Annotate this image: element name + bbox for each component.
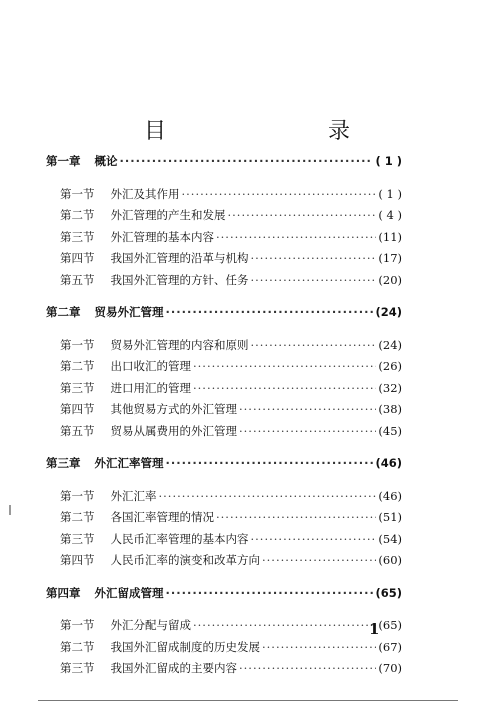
section-entry[interactable] [46,660,402,682]
section-entry[interactable] [46,509,402,531]
chapter-number: 第一章 [46,154,81,168]
section-number: 第三节 [60,661,95,675]
chapter-title: 外汇留成管理 [94,585,164,600]
chapter-entry[interactable] [46,455,402,477]
leader-dots [239,402,376,416]
section-entry[interactable] [46,337,402,359]
chapter-title: 概论 [94,154,118,168]
page-ref: (45) [378,423,402,438]
section-title: 外汇汇率 [110,488,157,503]
section-title: 各国汇率管理的情况 [110,510,214,524]
leader-dots [193,381,376,395]
section-number: 第一节 [60,488,95,503]
section-title: 其他贸易方式的外汇管理 [110,402,237,416]
leader-dots [251,532,377,546]
section-title: 出口收汇的管理 [110,359,191,373]
chapter-entry[interactable] [46,585,402,607]
section-title: 贸易外汇管理的内容和原则 [110,337,249,352]
leader-dots [262,640,376,654]
page-ref: (70) [378,661,402,675]
leader-dots [216,230,376,244]
leader-dots [166,586,374,600]
page-ref: (11) [378,229,402,244]
section-number: 第二节 [60,208,95,222]
section-number: 第五节 [60,272,95,287]
leader-dots [262,553,376,567]
section-number: 第五节 [60,423,95,438]
page-ref: (67) [378,639,402,654]
page-ref: ( 1 ) [378,186,402,201]
section-entry[interactable] [46,531,402,553]
page-ref: (46) [375,456,402,470]
section-title: 我国外汇管理的沿革与机构 [110,251,249,265]
leader-dots [193,618,376,632]
chapter-title: 外汇汇率管理 [94,456,164,470]
section-title: 外汇分配与留成 [110,618,191,632]
leader-dots [216,510,376,524]
section-number: 第三节 [60,229,95,244]
section-number: 第三节 [60,531,95,546]
section-entry[interactable] [46,423,402,445]
section-entry[interactable] [46,272,402,294]
page-ref: (54) [378,531,402,546]
page-ref: (65) [375,585,402,600]
scan-edge-line [38,700,458,701]
page-ref: (38) [378,402,402,416]
leader-dots [239,661,376,675]
leader-dots [182,187,377,201]
leader-dots [166,305,374,319]
section-entry[interactable] [46,552,402,574]
page-ref: (20) [378,272,402,287]
section-number: 第二节 [60,510,95,524]
section-title: 人民币汇率的演变和改革方向 [110,553,260,567]
section-title: 外汇管理的产生和发展 [110,208,226,222]
page-number: 1 [369,620,380,638]
page-ref: (24) [375,305,402,319]
leader-dots [251,251,377,265]
leader-dots [228,208,377,222]
section-number: 第一节 [60,337,95,352]
chapter-entry[interactable] [46,304,402,326]
section-entry[interactable] [46,488,402,510]
section-number: 第一节 [60,186,95,201]
page-ref: ( 1 ) [375,154,402,168]
chapter-number: 第二章 [46,305,81,319]
section-entry[interactable] [46,380,402,402]
section-number: 第四节 [60,251,95,265]
page-ref: (26) [378,359,402,373]
section-title: 我国外汇留成的主要内容 [110,661,237,675]
page-ref: (24) [378,337,402,352]
section-entry[interactable] [46,639,402,661]
leader-dots [193,359,376,373]
leader-dots [166,456,374,470]
section-entry[interactable] [46,250,402,272]
chapter-entry[interactable] [46,153,402,175]
section-title: 外汇及其作用 [110,186,180,201]
page-ref: (65) [378,618,402,632]
section-number: 第四节 [60,553,95,567]
section-entry[interactable] [46,229,402,251]
page-ref: ( 4 ) [378,208,402,222]
section-title: 人民币汇率管理的基本内容 [110,531,249,546]
section-entry[interactable] [46,401,402,423]
chapter-number: 第三章 [46,456,81,470]
section-number: 第二节 [60,359,95,373]
section-number: 第四节 [60,402,95,416]
page-ref: (60) [378,553,402,567]
page-title: 目 录 [143,119,420,144]
section-title: 外汇管理的基本内容 [110,229,214,244]
scan-mark [9,505,11,515]
chapter-title: 贸易外汇管理 [94,305,164,319]
page-ref: (17) [378,251,402,265]
section-number: 第二节 [60,639,95,654]
section-entry[interactable] [46,186,402,208]
section-entry[interactable] [46,207,402,229]
table-of-contents [46,153,402,682]
leader-dots [239,424,376,438]
section-title: 我国外汇管理的方针、任务 [110,272,249,287]
page-ref: (32) [378,380,402,395]
section-entry[interactable] [46,617,402,639]
page-ref: (51) [378,510,402,524]
section-title: 进口用汇的管理 [110,380,191,395]
leader-dots [120,154,374,168]
chapter-number: 第四章 [46,585,81,600]
section-title: 贸易从属费用的外汇管理 [110,423,237,438]
section-number: 第一节 [60,618,95,632]
leader-dots [251,338,377,352]
leader-dots [159,489,377,503]
page-ref: (46) [378,488,402,503]
leader-dots [251,273,377,287]
section-entry[interactable] [46,358,402,380]
section-title: 我国外汇留成制度的历史发展 [110,639,260,654]
section-number: 第三节 [60,380,95,395]
